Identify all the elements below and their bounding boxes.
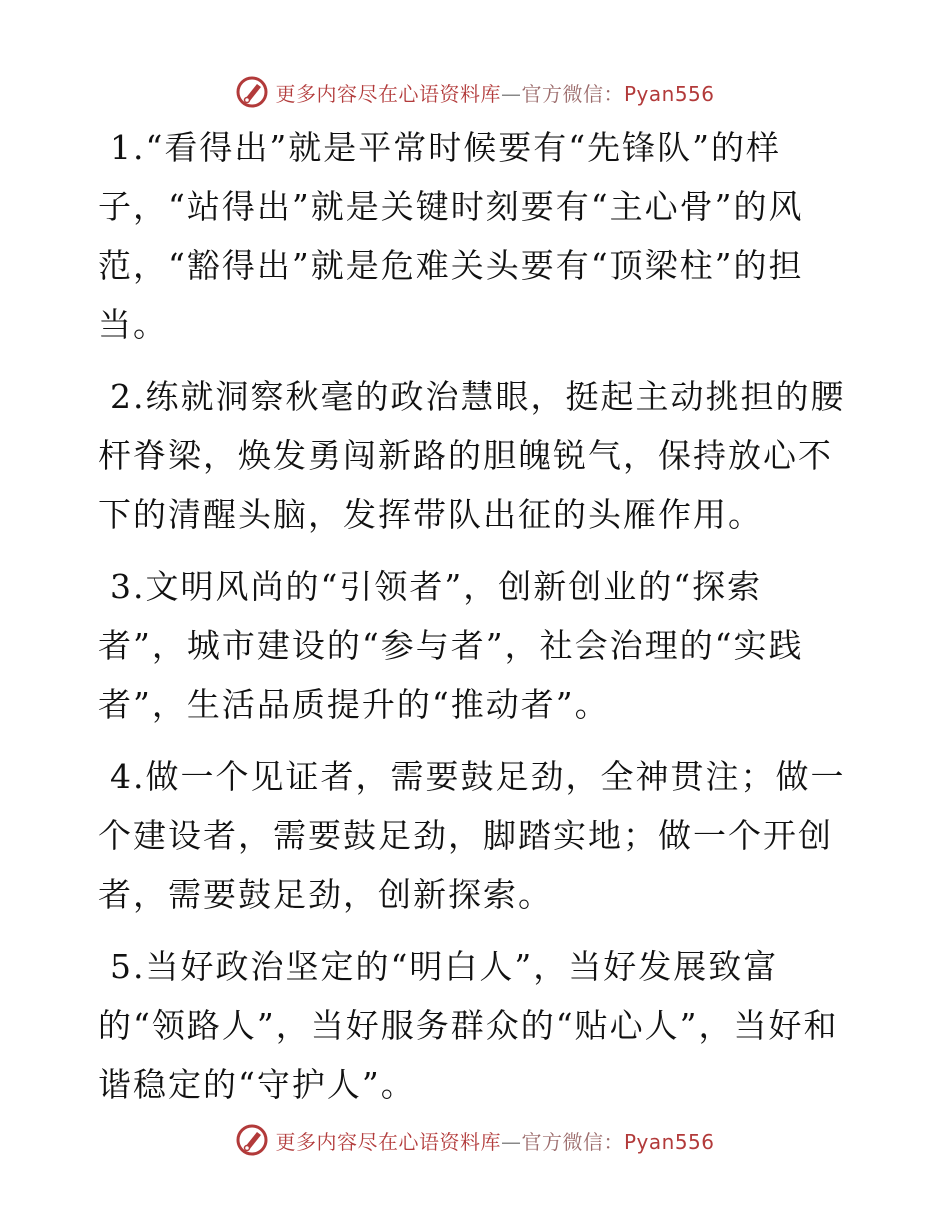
- list-item-2: 2.练就洞察秋毫的政治慧眼，挺起主动挑担的腰杆脊梁，焕发勇闯新路的胆魄锐气，保持放心不下的清醒头脑，发挥带队出征的头雁作用。: [98, 377, 846, 534]
- list-item-3: 3.文明风尚的“引领者”，创新创业的“探索者”，城市建设的“参与者”，社会治理的“实践者”，生活品质提升的“推动者”。: [98, 567, 804, 724]
- banner-separator: —: [500, 81, 522, 106]
- banner-text: [275, 1126, 714, 1155]
- list-item-4: 4.做一个见证者，需要鼓足劲，全神贯注；做一个建设者，需要鼓足劲，脚踏实地；做一个开创者，需要鼓足劲，创新探索。: [98, 757, 846, 914]
- banner-text: [275, 78, 714, 107]
- list-item-5: 5.当好政治坚定的“明白人”，当好发展致富的“领路人”，当好服务群众的“贴心人”，当好和谐稳定的“守护人”。: [98, 947, 839, 1104]
- banner-wechat-label: 官方微信：: [521, 81, 624, 106]
- banner-wechat-label: 官方微信：: [521, 1129, 624, 1154]
- pen-circle-logo-icon: [235, 75, 269, 109]
- banner-main-text: 更多内容尽在心语资料库: [275, 81, 501, 106]
- banner-wechat-id: Pyan556: [623, 81, 715, 106]
- banner-separator: —: [500, 1129, 522, 1154]
- banner-main-text: 更多内容尽在心语资料库: [275, 1129, 501, 1154]
- header-banner: [0, 70, 950, 114]
- list-item-1: 1.“看得出”就是平常时候要有“先锋队”的样子，“站得出”就是关键时刻要有“主心骨”的风范，“豁得出”就是危难关头要有“顶梁柱”的担当。: [98, 128, 804, 344]
- pen-circle-logo-icon: [235, 1123, 269, 1157]
- footer-banner: [0, 1118, 950, 1162]
- document-body: [98, 118, 850, 1127]
- banner-wechat-id: Pyan556: [623, 1129, 715, 1154]
